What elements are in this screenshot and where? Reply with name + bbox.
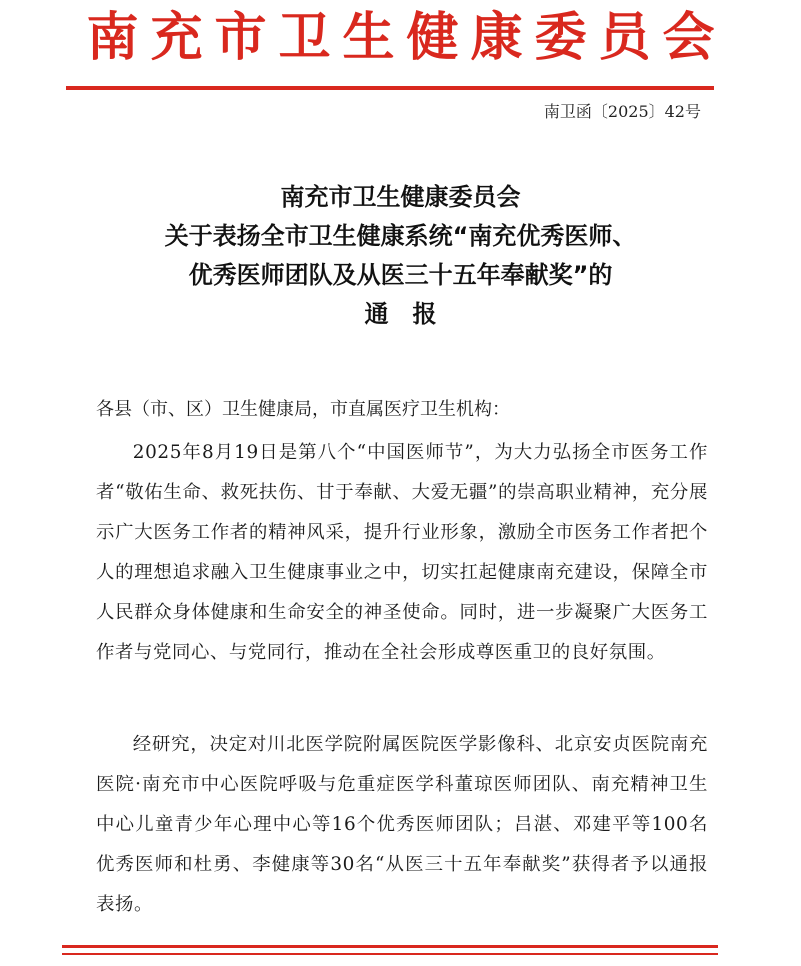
title-line-3: 优秀医师团队及从医三十五年奉献奖”的 [188,261,613,289]
title-line-2: 关于表扬全市卫生健康系统“南充优秀医师、 [164,222,637,250]
body-paragraph-1: 2025年8月19日是第八个“中国医师节”，为大力弘扬全市医务工作者“敬佑生命、救死扶伤、甘于奉献、大爱无疆”的崇高职业精神，充分展示广大医务工作者的精神风采，提升行业形象，激励全市医务工作者把个人的理想追求融入卫生健康事业之中，切实扛起健康南充建设，保障全市人民群众身体健康和生命安全的神圣使命。同时，进一步凝聚广大医务工作者与党同心、与党同行，推动在全社会形成尊医重卫的良好氛围。 [96,442,708,663]
body-paragraph-2: 经研究，决定对川北医学院附属医院医学影像科、北京安贞医院南充医院·南充市中心医院呼吸与危重症医学科董琼医师团队、南充精神卫生中心儿童青少年心理中心等16个优秀医师团队；吕湛、邓建平等100名优秀医师和杜勇、李健康等30名“从医三十五年奉献奖”获得者予以通报表扬。 [96,734,708,915]
footer-red-rule-thick [62,945,718,948]
title-line-4: 通报 [364,300,461,328]
letterhead-organization: 南充市卫生健康委员会 [86,7,727,68]
letterhead-red-rule [66,86,714,90]
salutation: 各县（市、区）卫生健康局，市直属医疗卫生机构： [96,399,510,420]
title-line-1: 南充市卫生健康委员会 [280,183,521,211]
footer-red-rule-thin [62,953,718,955]
document-number: 南卫函〔2025〕42号 [543,102,701,121]
